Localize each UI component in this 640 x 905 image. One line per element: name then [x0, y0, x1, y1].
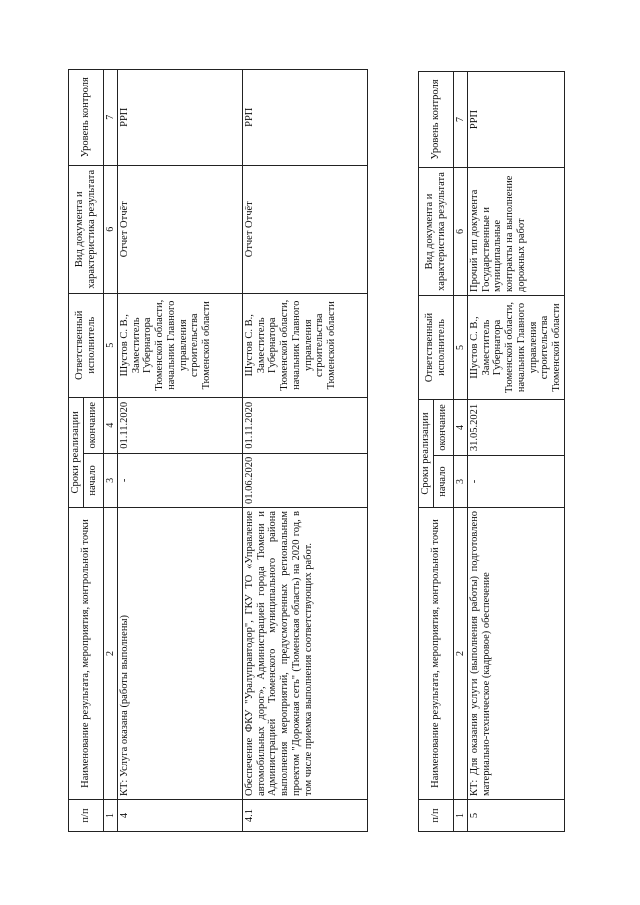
- row-name: КТ: Услуга оказана (работы выполнены): [117, 508, 242, 800]
- col-header-end: окончание: [433, 400, 453, 456]
- column-number-row: [453, 72, 467, 832]
- row-name: КТ: Для оказания услуги (выполнения работы) подготовлено материально-техническое (кадровое) обеспечение: [467, 508, 564, 800]
- plan-table: [68, 69, 368, 832]
- column-number: 5: [453, 296, 467, 400]
- column-number: 7: [103, 69, 117, 165]
- col-header-name: Наименование результата, мероприятия, контрольной точки: [69, 508, 104, 800]
- col-header-number: п/п: [69, 800, 104, 832]
- row-number: 5: [467, 800, 564, 832]
- column-number: 3: [453, 456, 467, 508]
- rotated-document: [40, 36, 600, 868]
- plan-table-continued: [418, 71, 565, 832]
- row-end-date: 01.11.2020: [117, 397, 242, 453]
- col-header-executor: Ответственный исполнитель: [69, 293, 104, 397]
- column-number: 1: [103, 800, 117, 832]
- row-name: Обеспечение ФКУ "Уралуправтодор", ГКУ ТО «Управление автомобильных дорог», Администрацией города Тюмени и Администрацией Тюменского муниципального района выполнения мероприятий, предусмотренных региональным проектом "Дорожная сеть" (Тюменская область) на 2020 год, в том числе приемка выполнения соответствующих работ.: [242, 508, 367, 800]
- column-number: 4: [103, 397, 117, 453]
- header-row: [69, 69, 84, 831]
- col-header-control: Уровень контроля: [69, 69, 104, 165]
- row-document: Отчет Отчёт: [117, 165, 242, 293]
- row-end-date: 01.11.2020: [242, 397, 367, 453]
- column-number: 7: [453, 72, 467, 168]
- row-document: Прочий тип документа Государственные и муниципальные контракты на выполнение дорожных работ: [467, 168, 564, 296]
- row-document: Отчет Отчёт: [242, 165, 367, 293]
- row-start-date: -: [117, 453, 242, 507]
- row-control-level: РРП: [117, 69, 242, 165]
- col-header-name: Наименование результата, мероприятия, контрольной точки: [419, 508, 454, 800]
- column-number: 1: [453, 800, 467, 832]
- column-number: 2: [453, 508, 467, 800]
- row-number: 4: [117, 800, 242, 832]
- row-executor: Шустов С. В., Заместитель Губернатора Тюменской области, начальник Главного управления строительства Тюменской области: [242, 293, 367, 397]
- column-number: 6: [103, 165, 117, 293]
- col-header-executor: Ответственный исполнитель: [419, 296, 454, 400]
- table-row: [117, 69, 242, 831]
- col-header-document: Вид документа и характеристика результата: [419, 168, 454, 296]
- table-row: [467, 72, 564, 832]
- col-header-document: Вид документа и характеристика результата: [69, 165, 104, 293]
- col-header-dates: Сроки реализации: [419, 400, 434, 508]
- column-number: 4: [453, 400, 467, 456]
- column-number: 3: [103, 453, 117, 507]
- table-row: [242, 69, 367, 831]
- column-number: 5: [103, 293, 117, 397]
- row-start-date: 01.06.2020: [242, 453, 367, 507]
- row-number: 4.1: [242, 800, 367, 832]
- row-control-level: РРП: [242, 69, 367, 165]
- col-header-number: п/п: [419, 800, 454, 832]
- column-number: 6: [453, 168, 467, 296]
- column-number-row: [103, 69, 117, 831]
- row-executor: Шустов С. В., Заместитель Губернатора Тюменской области, начальник Главного управления строительства Тюменской области: [117, 293, 242, 397]
- col-header-end: окончание: [83, 397, 103, 453]
- row-control-level: РРП: [467, 72, 564, 168]
- col-header-start: начало: [83, 453, 103, 507]
- row-end-date: 31.05.2021: [467, 400, 564, 456]
- row-executor: Шустов С. В., Заместитель Губернатора Тюменской области, начальник Главного управления строительства Тюменской области: [467, 296, 564, 400]
- col-header-control: Уровень контроля: [419, 72, 454, 168]
- row-start-date: -: [467, 456, 564, 508]
- header-row: [419, 72, 434, 832]
- col-header-dates: Сроки реализации: [69, 397, 84, 507]
- col-header-start: начало: [433, 456, 453, 508]
- column-number: 2: [103, 508, 117, 800]
